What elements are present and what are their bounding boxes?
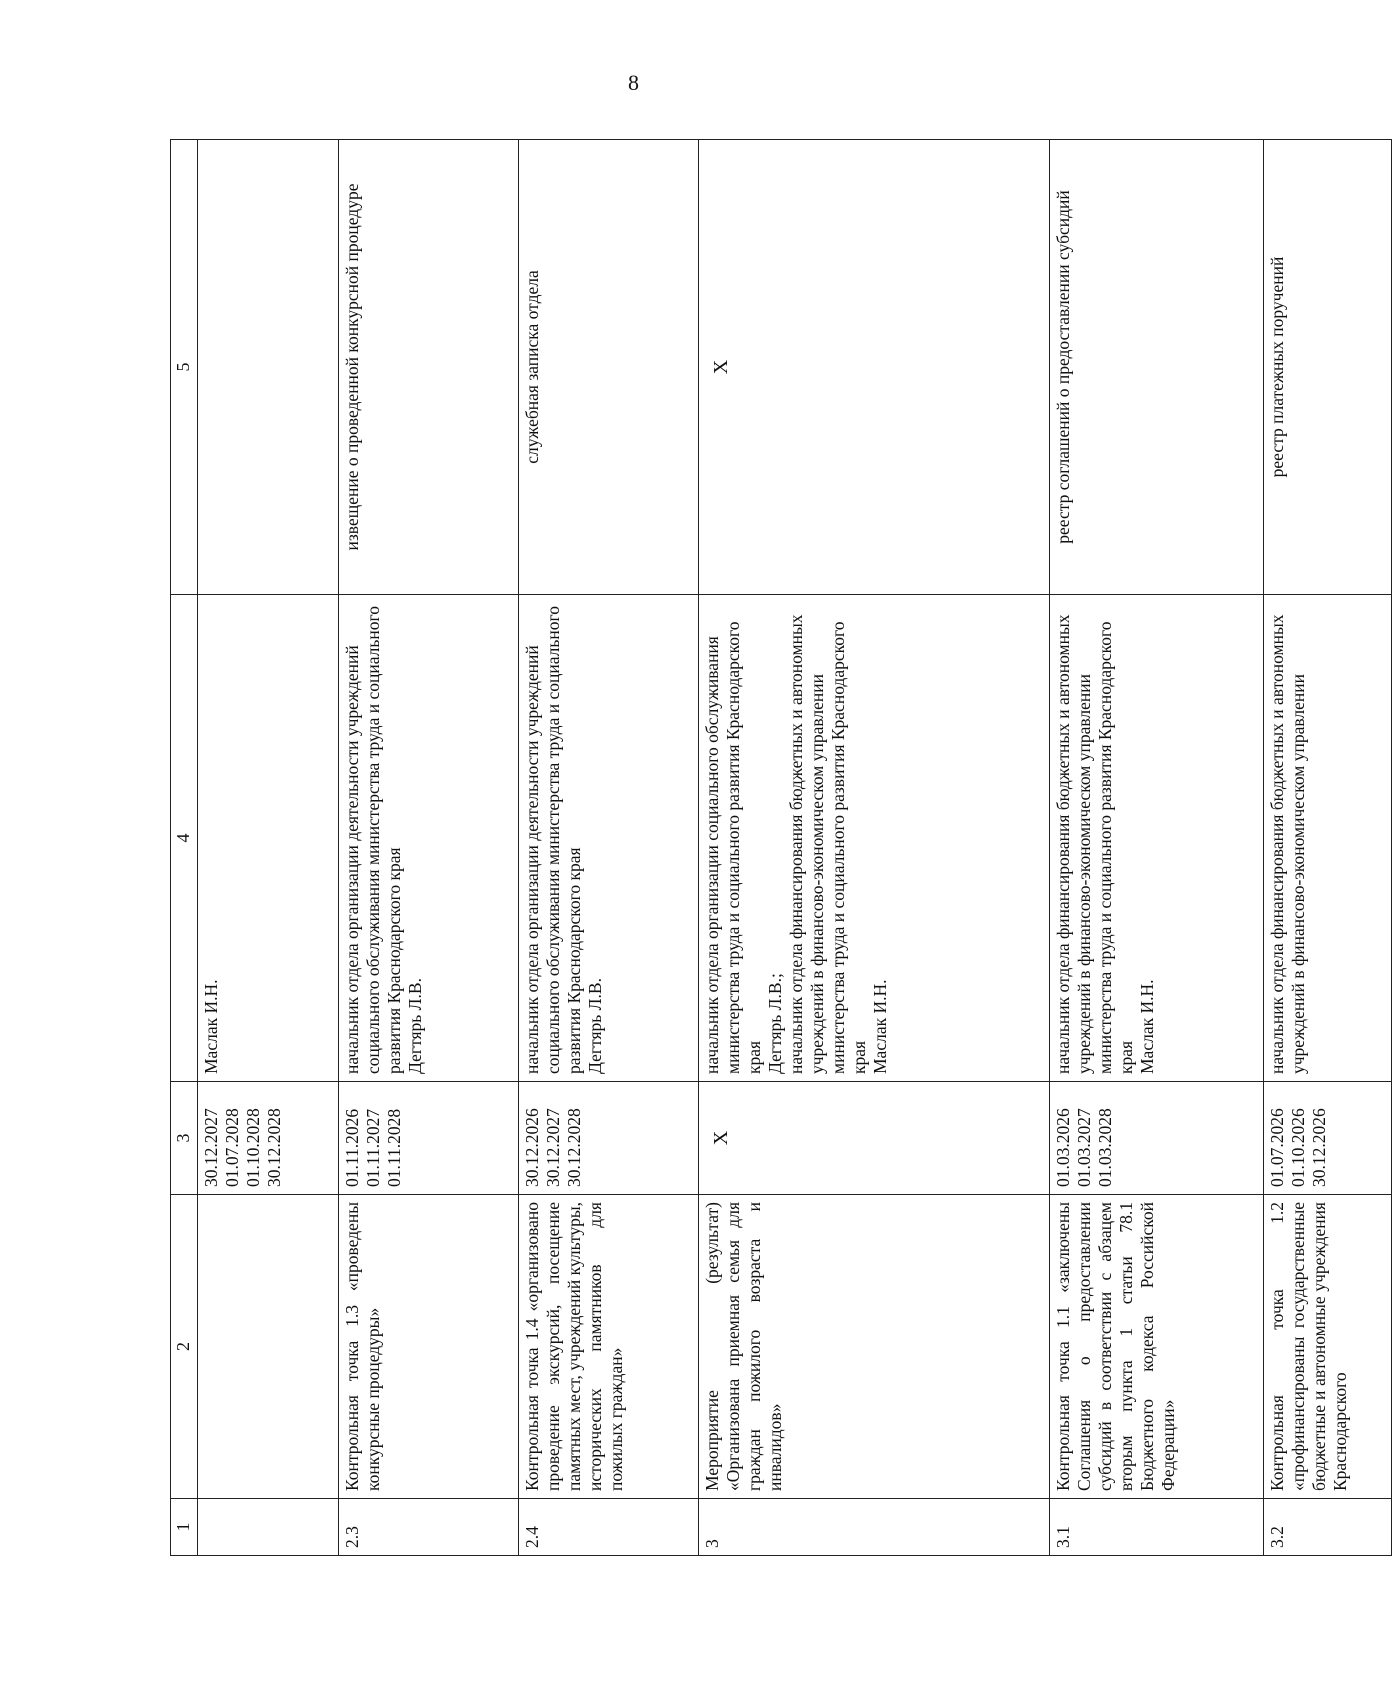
row-name bbox=[198, 1195, 339, 1499]
row-responsible: начальник отдела организации социального обслуживания министерства труда и социального развития Краснодарского края Дегтярь Л.В.; начальник отдела финансирования бюджетных и автономных учреждений в финансово-экономическом управлении министерства труда и социального развития Краснодарского края Маслак И.Н. bbox=[698, 595, 1050, 1082]
row-dates: 01.07.2026 01.10.2026 30.12.2026 bbox=[1263, 1082, 1391, 1195]
row-number: 3 bbox=[698, 1499, 1050, 1556]
row-responsible: начальник отдела организации деятельности учреждений социального обслуживания министерства труда и социального развития Краснодарского края Дегтярь Л.В. bbox=[338, 595, 518, 1082]
table-row bbox=[338, 140, 518, 1556]
row-dates: 01.03.2026 01.03.2027 01.03.2028 bbox=[1050, 1082, 1264, 1195]
row-dates: 30.12.2026 30.12.2027 30.12.2028 bbox=[518, 1082, 698, 1195]
row-document: реестр соглашений о предоставлении субсидий bbox=[1050, 140, 1264, 595]
table-row bbox=[518, 140, 698, 1556]
row-document bbox=[198, 140, 339, 595]
row-responsible: начальник отдела финансирования бюджетных и автономных учреждений в финансово-экономическом управлении министерства труда и социального развития Краснодарского края Маслак И.Н. bbox=[1050, 595, 1264, 1082]
table-row bbox=[1263, 140, 1391, 1556]
table-row bbox=[198, 140, 339, 1556]
row-name: Контрольная точка 1.2 «профинансированы государственные бюджетные и автономные учреждения Краснодарского bbox=[1263, 1195, 1391, 1499]
rotated-table-container bbox=[170, 140, 1392, 1556]
row-dates: Х bbox=[698, 1082, 1050, 1195]
control-points-table bbox=[170, 139, 1392, 1556]
row-name: Контрольная точка 1.1 «заключены Соглашения о предоставлении субсидий в соответствии с абзацем вторым пункта 1 статьи 78.1 Бюджетного кодекса Российской Федерации» bbox=[1050, 1195, 1264, 1499]
page-number: 8 bbox=[628, 70, 639, 95]
header-col-1: 1 bbox=[171, 1499, 198, 1556]
row-number: 2.3 bbox=[338, 1499, 518, 1556]
table-row bbox=[698, 140, 1050, 1556]
row-document: реестр платежных поручений bbox=[1263, 140, 1391, 595]
row-responsible: начальник отдела организации деятельности учреждений социального обслуживания министерства труда и социального развития Краснодарского края Дегтярь Л.В. bbox=[518, 595, 698, 1082]
row-responsible: Маслак И.Н. bbox=[198, 595, 339, 1082]
row-number bbox=[198, 1499, 339, 1556]
row-name: Контрольная точка 1.4 «организовано проведение экскурсий, посещение памятных мест, учреждений культуры, исторических памятников для пожилых граждан» bbox=[518, 1195, 698, 1499]
row-document: Х bbox=[698, 140, 1050, 595]
row-name: Контрольная точка 1.3 «проведены конкурсные процедуры» bbox=[338, 1195, 518, 1499]
table-row bbox=[1050, 140, 1264, 1556]
header-row bbox=[171, 140, 198, 1556]
header-col-4: 4 bbox=[171, 595, 198, 1082]
row-dates: 01.11.2026 01.11.2027 01.11.2028 bbox=[338, 1082, 518, 1195]
row-responsible: начальник отдела финансирования бюджетных и автономных учреждений в финансово-экономическом управлении bbox=[1263, 595, 1391, 1082]
header-col-2: 2 bbox=[171, 1195, 198, 1499]
header-col-3: 3 bbox=[171, 1082, 198, 1195]
header-col-5: 5 bbox=[171, 140, 198, 595]
row-number: 3.1 bbox=[1050, 1499, 1264, 1556]
row-dates: 30.12.2027 01.07.2028 01.10.2028 30.12.2028 bbox=[198, 1082, 339, 1195]
row-number: 3.2 bbox=[1263, 1499, 1391, 1556]
row-document: служебная записка отдела bbox=[518, 140, 698, 595]
row-document: извещение о проведенной конкурсной процедуре bbox=[338, 140, 518, 595]
row-number: 2.4 bbox=[518, 1499, 698, 1556]
row-name: Мероприятие (результат) «Организована приемная семья для граждан пожилого возраста и инвалидов» bbox=[698, 1195, 1050, 1499]
